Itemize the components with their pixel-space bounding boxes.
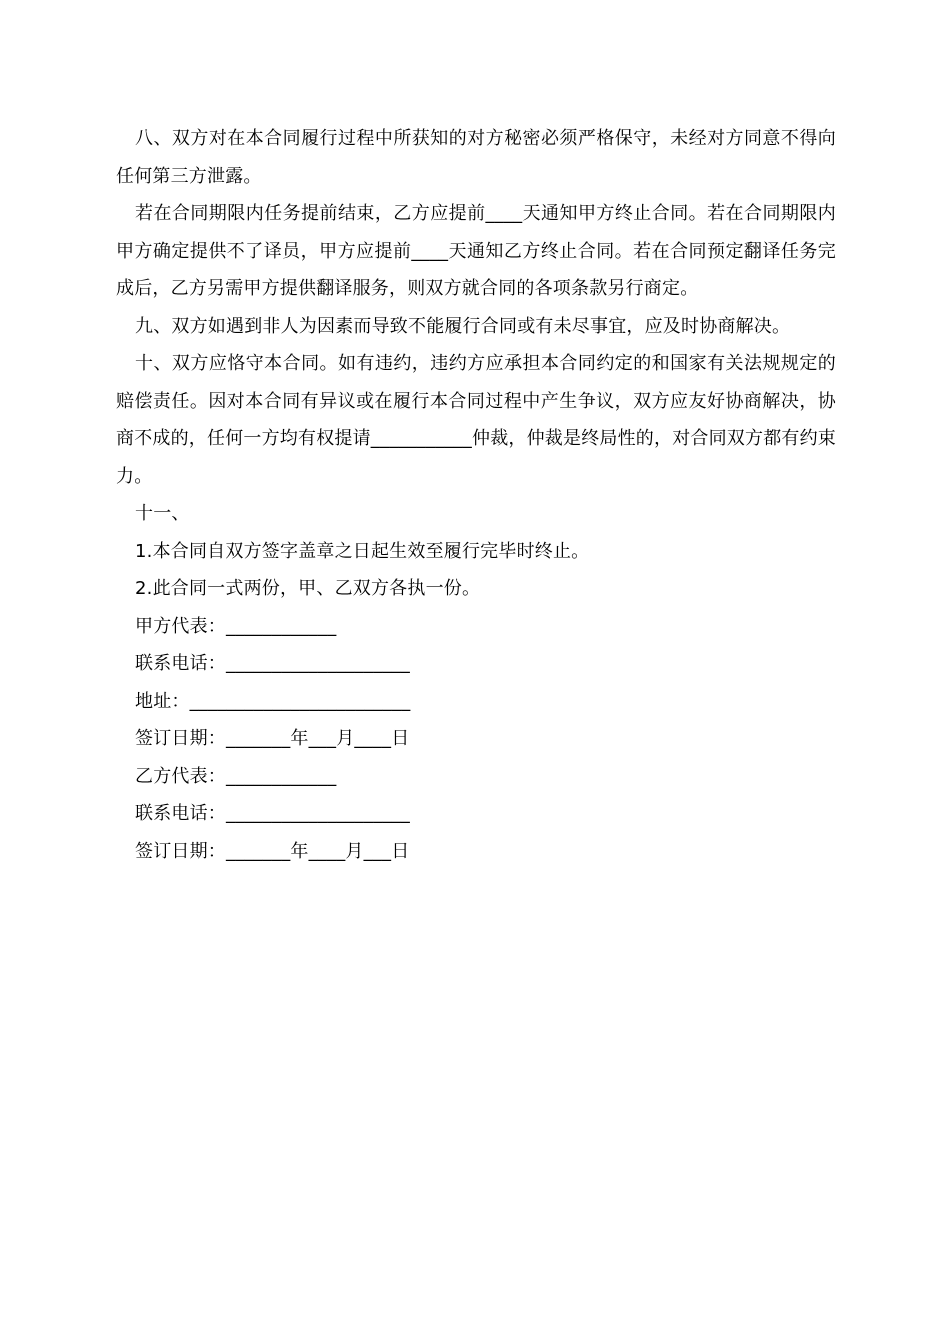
clause-nine: 九、双方如遇到非人为因素而导致不能履行合同或有未尽事宜，应及时协商解决。 <box>135 315 791 337</box>
party-a-representative: 甲方代表：____________ <box>135 615 337 637</box>
clause-eleven-item-1: 1.本合同自双方签字盖章之日起生效至履行完毕时终止。 <box>135 540 590 562</box>
party-a-address: 地址：________________________ <box>135 690 411 712</box>
party-a-phone: 联系电话：____________________ <box>135 653 410 674</box>
party-a-sign-date: 签订日期：_______年___月____日 <box>135 728 410 749</box>
party-b-phone: 联系电话：____________________ <box>135 803 410 824</box>
document-body <box>116 120 836 870</box>
party-b-representative: 乙方代表：____________ <box>135 765 337 787</box>
clause-eleven-heading: 十一、 <box>135 503 190 524</box>
party-b-sign-date: 签订日期：_______年____月___日 <box>135 840 410 862</box>
clause-eleven-item-2: 2.此合同一式两份，甲、乙双方各执一份。 <box>135 578 481 599</box>
clause-early-termination: 若在合同期限内任务提前结束，乙方应提前____天通知甲方终止合同。若在合同期限内甲方确定提供不了译员，甲方应提前____天通知乙方终止合同。若在合同预定翻译任务完成后，乙方另需甲方提供翻译服务，则双方就合同的各项条款另行商定。 <box>116 203 836 299</box>
clause-eight: 八、双方对在本合同履行过程中所获知的对方秘密必须严格保守，未经对方同意不得向任何第三方泄露。 <box>116 128 836 187</box>
clause-ten: 十、双方应恪守本合同。如有违约，违约方应承担本合同约定的和国家有关法规规定的赔偿责任。因对本合同有异议或在履行本合同过程中产生争议，双方应友好协商解决，协商不成的，任何一方均有权提请___________仲裁，仲裁是终局性的，对合同双方都有约束力。 <box>116 353 836 487</box>
